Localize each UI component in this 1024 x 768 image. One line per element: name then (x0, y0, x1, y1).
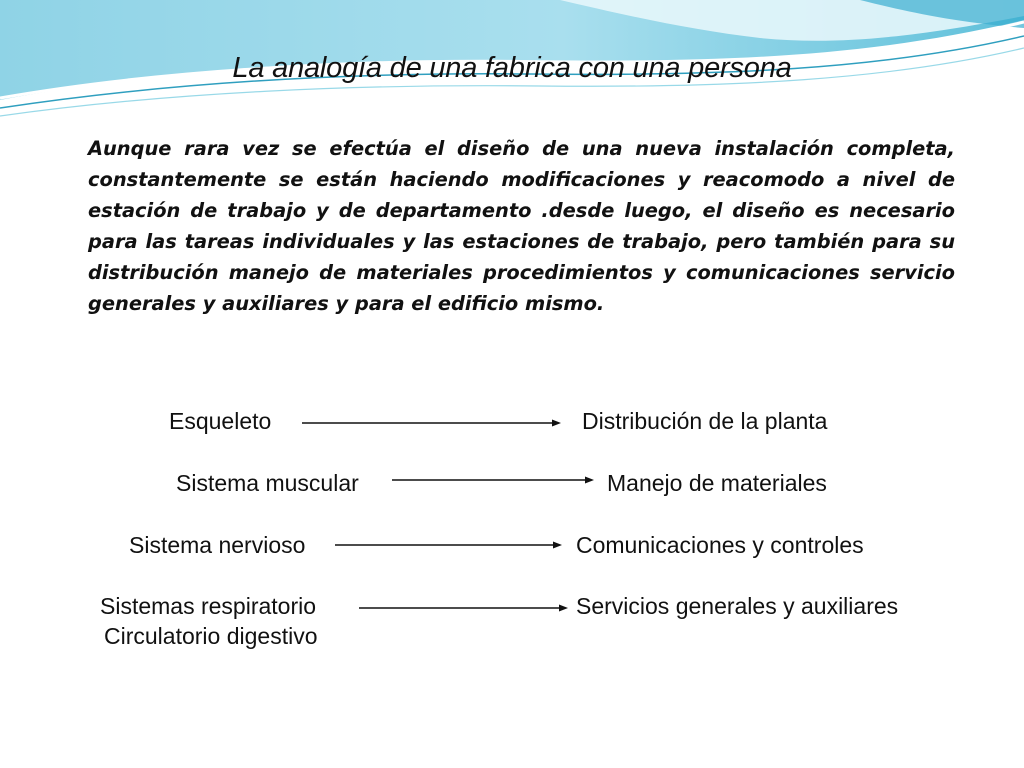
factory-item-communications: Comunicaciones y controles (576, 532, 864, 558)
arrow-4 (359, 605, 568, 612)
arrow-3 (335, 542, 562, 549)
body-item-respiratory: Sistemas respiratorio (100, 593, 317, 619)
slide-title: La analogía de una fabrica con una persona (232, 52, 792, 84)
body-item-muscular: Sistema muscular (176, 470, 359, 496)
factory-item-services: Servicios generales y auxiliares (576, 593, 899, 619)
factory-item-materials: Manejo de materiales (607, 470, 827, 496)
factory-item-plant-layout: Distribución de la planta (582, 408, 828, 434)
body-item-skeleton: Esqueleto (169, 408, 272, 434)
intro-paragraph: Aunque rara vez se efectúa el diseño de una nueva instalación completa, constantemente se están haciendo modificaciones y reacomodo a nivel de estación de trabajo y de departamento .desde luego, el diseño es necesario para las tareas individuales y las estaciones de trabajo, pero también para su distribución manejo de materiales procedimientos y comunicaciones servicio generales y auxiliares y para el edificio mismo. (88, 137, 955, 315)
body-item-nervous: Sistema nervioso (129, 532, 306, 558)
body-item-circulatory: Circulatorio digestivo (104, 623, 318, 649)
arrow-2 (392, 477, 594, 484)
arrow-1 (302, 420, 561, 427)
